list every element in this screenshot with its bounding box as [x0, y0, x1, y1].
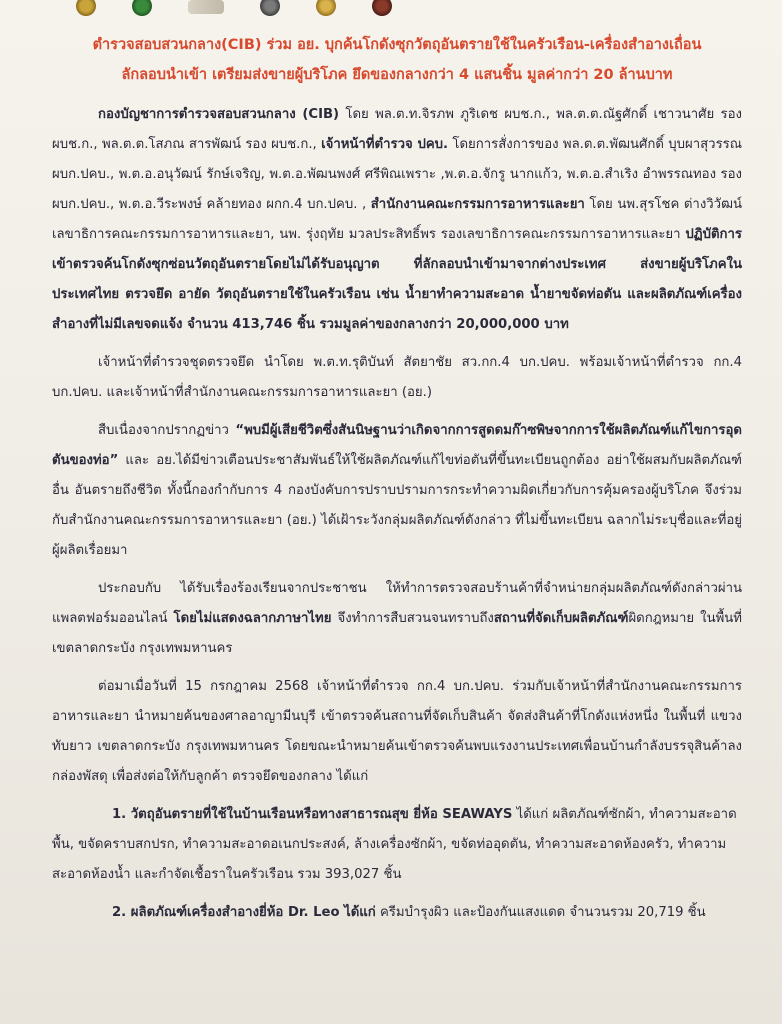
fda-org-name: สำนักงานคณะกรรมการอาหารและยา [370, 197, 585, 212]
paragraph-1 [52, 100, 742, 340]
paragraph-4 [52, 574, 742, 664]
headline-line-2: ลักลอบนำเข้า เตรียมส่งขายผู้บริโภค ยึดของกลางกว่า 4 แสนชิ้น มูลค่ากว่า 20 ล้านบาท [121, 67, 673, 83]
cib-org-name: กองบัญชาการตำรวจสอบสวนกลาง (CIB) [98, 107, 340, 122]
p4-text-e: ผิดกฎหมาย ในพื้นที่ เขตลาดกระบัง กรุงเทพมหานคร [52, 611, 742, 656]
p3-text-a: สืบเนื่องจากปรากฏข่าว [98, 423, 236, 438]
p1-text-b: โดย พล.ต.ท.จิรภพ ภูริเดช ผบช.ก., พล.ต.ต.ณัฐศักดิ์ เชาวนาศัย รอง ผบช.ก., พล.ต.ต.โสภณ สารพัฒน์ รอง ผบช.ก., [52, 107, 742, 152]
p4-no-thai-label: โดยไม่แสดงฉลากภาษาไทย [173, 611, 332, 626]
p1-text-f: โดย นพ.สุรโชค ต่างวิวัฒน์ เลขาธิการคณะกรรมการอาหารและยา, นพ. รุ่งฤทัย มวลประสิทธิ์พร รองเลขาธิการคณะกรรมการอาหารและยา [52, 197, 742, 242]
consumer-protection-emblem-icon [132, 0, 152, 16]
item1-title: 1. วัตถุอันตรายที่ใช้ในบ้านเรือนหรือทางสาธารณสุข ยี่ห้อ SEAWAYS [112, 807, 513, 822]
paragraph-5: ต่อมาเมื่อวันที่ 15 กรกฎาคม 2568 เจ้าหน้าที่ตำรวจ กก.4 บก.ปคบ. ร่วมกับเจ้าหน้าที่สำนักงานคณะกรรมการอาหารและยา นำหมายค้นของศาลอาญามีนบุรี เข้าตรวจค้นสถานที่จัดเก็บสินค้า จัดส่งสินค้าที่โกดังแห่งหนึ่ง ในพื้นที่ แขวงทับยาว เขตลาดกระบัง กรุงเทพมหานคร โดยขณะนำหมายค้นเข้าตรวจค้นพบแรงงานประเทศเพื่อนบ้านกำลังบรรจุสินค้าลงกล่องพัสดุ เพื่อส่งต่อให้กับลูกค้า ตรวจยึดของกลาง ได้แก่ [52, 679, 742, 784]
p4-text-c: จึงทำการสืบสวนจนทราบถึง [331, 611, 494, 626]
paragraph-2: เจ้าหน้าที่ตำรวจชุดตรวจยึด นำโดย พ.ต.ท.รุติบันท์ สัตยาชัย สว.กก.4 บก.ปคบ. พร้อมเจ้าหน้าที่ตำรวจ กก.4 บก.ปคบ. และเจ้าหน้าที่สำนักงานคณะกรรมการอาหารและยา (อย.) [52, 355, 742, 400]
p3-text-c: และ อย.ได้มีข่าวเตือนประชาสัมพันธ์ให้ใช้ผลิตภัณฑ์แก้ไขท่อตันที่ขึ้นทะเบียนถูกต้อง อย่าใช้ผสมกับผลิตภัณฑ์อื่น อันตรายถึงชีวิต ทั้งนี้กองกำกับการ 4 กองบังคับการปราบปรามการกระทำความผิดเกี่ยวกับการคุ้มครองผู้บริโภค จึงร่วมกับสำนักงานคณะกรรมการอาหารและยา (อย.) ได้เฝ้าระวังกลุ่มผลิตภัณฑ์ดังกล่าว ที่ไม่ขึ้นทะเบียน ฉลากไม่ระบุชื่อและที่อยู่ผู้ผลิตเรื่อยมา [52, 453, 742, 558]
p3-quote: “พบมีผู้เสียชีวิตซึ่งสันนิษฐานว่าเกิดจากการสูดดมก๊าซพิษจากการใช้ผลิตภัณฑ์แก้ไขการอุดตันของท่อ” [52, 423, 742, 468]
magnifier-emblem-icon [260, 0, 280, 16]
p4-storage-location: สถานที่จัดเก็บผลิตภัณฑ์ [493, 611, 629, 626]
item2-text: ครีมบำรุงผิว และป้องกันแสงแดด จำนวนรวม 20,719 ชิ้น [375, 905, 706, 920]
pkb-officers: เจ้าหน้าที่ตำรวจ ปคบ. [321, 137, 449, 152]
p1-operation-summary: ปฏิบัติการเข้าตรวจค้นโกดังซุกซ่อนวัตถุอันตรายโดยไม่ได้รับอนุญาต ที่ลักลอบนำเข้ามาจากต่างประเทศ ส่งขายผู้บริโภคในประเทศไทย ตรวจยึด อายัด วัตถุอันตรายใช้ในครัวเรือน เช่น น้ำยาทำความสะอาด น้ำยาขจัดท่อตัน และผลิตภัณฑ์เครื่องสำอางที่ไม่มีเลขจดแจ้ง จำนวน 413,746 ชิ้น รวมมูลค่าของกลางกว่า 20,000,000 บาท [52, 227, 742, 332]
item1-text: ได้แก่ ผลิตภัณฑ์ซักผ้า, ทำความสะอาดพื้น, ขจัดคราบสกปรก, ทำความสะอาดอเนกประสงค์, ล้างเครื่องซักผ้า, ขจัดท่ออุดตัน, ทำความสะอาดห้องครัว, ทำความสะอาดห้องน้ำ และกำจัดเชื้อราในครัวเรือน [52, 807, 737, 882]
item1-total: รวม 393,027 ชิ้น [297, 867, 402, 882]
headline [52, 30, 742, 90]
shield-emblem-icon [372, 0, 392, 16]
p1-text-d: โดยการสั่งการของ พล.ต.ต.พัฒนศักดิ์ บุบผาสุวรรณ ผบก.ปคบ., พ.ต.อ.อนุวัฒน์ รักษ์เจริญ, พ.ต.อ.พัฒนพงศ์ ศรีพิณเพราะ ,พ.ต.อ.จักรู นากแก้ว, พ.ต.อ.สำเริง อำพรรณทอง รอง ผบก.ปคบ., พ.ต.อ.วีระพงษ์ คล้ายทอง ผกก.4 บก.ปคบ. , [52, 137, 742, 212]
police-emblem-icon [76, 0, 96, 16]
p4-text-a: ประกอบกับ ได้รับเรื่องร้องเรียนจากประชาชน ให้ทำการตรวจสอบร้านค้าที่จำหน่ายกลุ่มผลิตภัณฑ์ดังกล่าวผ่านแพลตฟอร์มออนไลน์ [52, 581, 742, 626]
logo-strip [52, 0, 742, 22]
list-item-2 [52, 898, 742, 928]
paragraph-3 [52, 416, 742, 566]
cib-emblem-icon [316, 0, 336, 16]
headline-line-1: ตำรวจสอบสวนกลาง(CIB) ร่วม อย. บุกค้นโกดังซุกวัตถุอันตรายใช้ในครัวเรือน-เครื่องสำอางเถื่อน [92, 37, 702, 53]
list-item-1 [52, 800, 742, 890]
fda-logo-icon [188, 0, 224, 14]
item2-title: 2. ผลิตภัณฑ์เครื่องสำอางยี่ห้อ Dr. Leo ได้แก่ [112, 905, 376, 920]
